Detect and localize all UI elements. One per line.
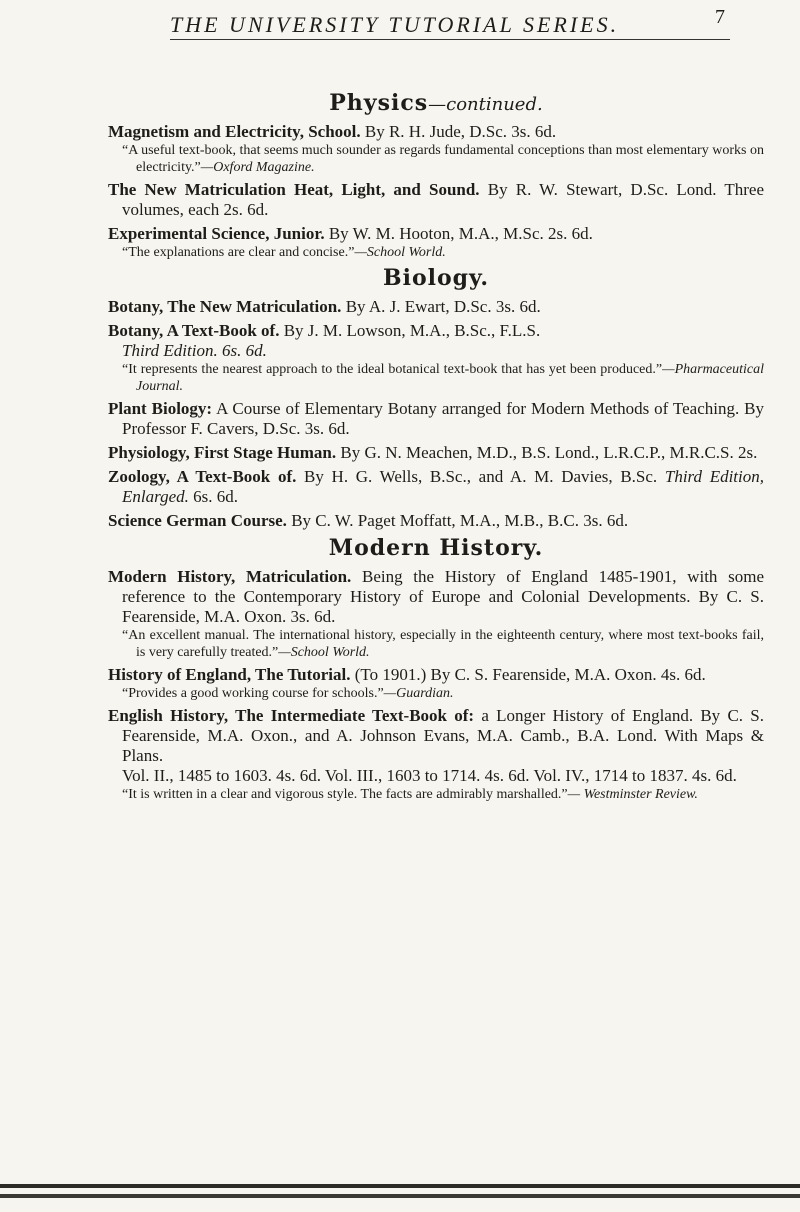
book-title: History of England, The Tutorial.: [108, 665, 351, 684]
book-entry: [108, 399, 764, 439]
book-title: Modern History, Matriculation.: [108, 567, 352, 586]
section-heading-history: Modern History.: [328, 535, 544, 561]
book-entry: [108, 180, 764, 220]
book-entry: [108, 467, 764, 507]
book-entry: [108, 665, 764, 702]
section-heading-physics: Physics—continued.: [329, 90, 543, 116]
book-title: Experimental Science, Junior.: [108, 224, 325, 243]
review-source: —Guardian.: [383, 686, 454, 701]
book-details: (To 1901.) By C. S. Fearenside, M.A. Oxon. 4s. 6d.: [350, 665, 706, 684]
book-title: Physiology, First Stage Human.: [108, 443, 337, 462]
review-quote: “A useful text-book, that seems much sounder as regards fundamental conceptions than most elementary works on electricity.”—Oxford Magazine.: [122, 143, 764, 175]
catalogue-content: [108, 88, 764, 807]
book-entry: [108, 122, 764, 176]
series-title: THE UNIVERSITY TUTORIAL SERIES.: [170, 12, 620, 37]
book-entry: [108, 443, 764, 463]
book-details: By C. W. Paget Moffatt, M.A., M.B., B.C. 3s. 6d.: [286, 511, 629, 530]
header-rule: [170, 39, 730, 40]
review-source: —School World.: [278, 645, 370, 660]
review-source: — Westminster Review.: [567, 787, 698, 802]
book-details: By R. H. Jude, D.Sc. 3s. 6d.: [360, 122, 557, 141]
book-details: By G. N. Meachen, M.D., B.S. Lond., L.R.C.P., M.R.C.S. 2s.: [336, 443, 758, 462]
review-source: —Pharmaceutical Journal.: [136, 362, 764, 394]
book-entry: [108, 224, 764, 261]
book-details: A Course of Elementary Botany arranged for Modern Methods of Teaching. By Professor F. Cavers, D.Sc. 3s. 6d.: [122, 399, 764, 438]
book-title: Plant Biology:: [108, 399, 213, 418]
review-quote: “It represents the nearest approach to the ideal botanical text-book that has yet been produced.”—Pharmaceutical Journal.: [122, 362, 764, 394]
book-title: English History, The Intermediate Text-Book of:: [108, 706, 475, 725]
page-number: 7: [715, 6, 728, 28]
book-details: a Longer History of England. By C. S. Fearenside, M.A. Oxon., and A. Johnson Evans, M.A. Camb., B.A. Lond. With Maps & Plans.: [122, 706, 764, 765]
book-title: Zoology, A Text-Book of.: [108, 467, 297, 486]
book-entry: [108, 706, 764, 803]
edition-note: Third Edition. 6s. 6d.: [122, 341, 267, 360]
book-details: By R. W. Stewart, D.Sc. Lond. Three volumes, each 2s. 6d.: [122, 180, 764, 219]
page-bottom-rule: [0, 1180, 800, 1212]
review-source: —Oxford Magazine.: [200, 160, 315, 175]
book-title: The New Matriculation Heat, Light, and Sound.: [108, 180, 480, 199]
review-source: —School World.: [354, 245, 446, 260]
review-quote: “Provides a good working course for schools.”—Guardian.: [122, 686, 454, 701]
review-quote: “The explanations are clear and concise.”—School World.: [122, 245, 446, 260]
book-details: Being the History of England 1485-1901, with some reference to the Contemporary History of Europe and Colonial Developments. By C. S. Fearenside, M.A. Oxon. 3s. 6d.: [122, 567, 764, 626]
book-entry: [108, 297, 764, 317]
book-entry: [108, 511, 764, 531]
book-price: 6s. 6d.: [188, 487, 239, 506]
book-entry: [108, 567, 764, 661]
book-details: By A. J. Ewart, D.Sc. 3s. 6d.: [341, 297, 541, 316]
book-title: Science German Course.: [108, 511, 287, 530]
review-quote: “An excellent manual. The international history, especially in the eighteenth century, where most text-books fail, is very carefully treated.”—School World.: [122, 628, 764, 660]
review-quote: “It is written in a clear and vigorous style. The facts are admirably marshalled.”— Westminster Review.: [122, 787, 698, 802]
book-details: By J. M. Lowson, M.A., B.Sc., F.L.S.: [279, 321, 541, 340]
running-head: [170, 6, 730, 40]
book-details: By H. G. Wells, B.Sc., and A. M. Davies, B.Sc.: [296, 467, 658, 486]
book-title: Magnetism and Electricity, School.: [108, 122, 361, 141]
book-entry: [108, 321, 764, 395]
edition-note: Third Edition, Enlarged.: [122, 467, 765, 506]
book-details: By W. M. Hooton, M.A., M.Sc. 2s. 6d.: [324, 224, 593, 243]
book-title: Botany, A Text-Book of.: [108, 321, 280, 340]
volume-list: Vol. II., 1485 to 1603. 4s. 6d. Vol. III., 1603 to 1714. 4s. 6d. Vol. IV., 1714 to 1837. 4s. 6d.: [122, 766, 737, 785]
section-heading-biology: Biology.: [383, 265, 489, 291]
book-title: Botany, The New Matriculation.: [108, 297, 342, 316]
